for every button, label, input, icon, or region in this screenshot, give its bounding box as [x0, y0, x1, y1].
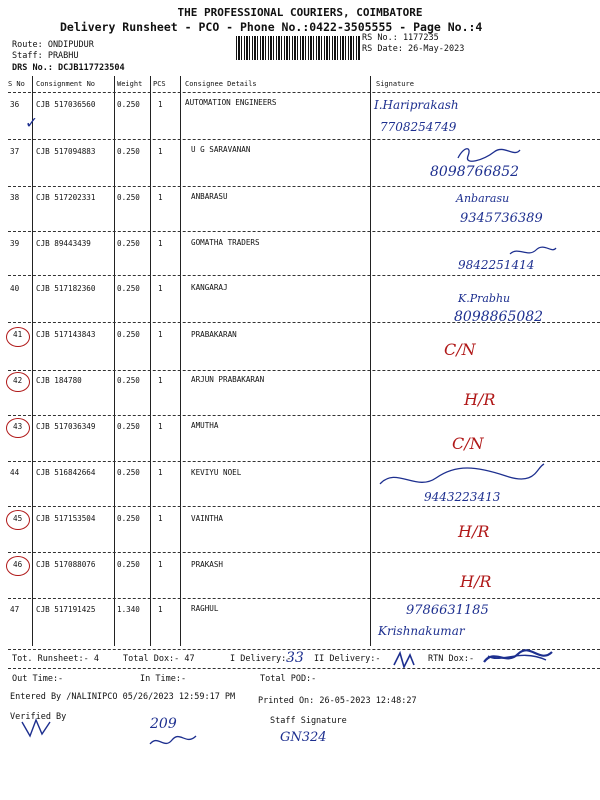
row-sno: 45 [13, 514, 23, 523]
row-consignment: CJB 517088076 [36, 560, 96, 569]
row-signature-number: 9786631185 [406, 603, 489, 618]
staff-signature-label: Staff Signature [270, 716, 347, 726]
rs-date: RS Date: 26-May-2023 [362, 44, 465, 54]
i-delivery-value: 33 [286, 650, 304, 666]
column-divider [180, 76, 181, 646]
total-runsheet: Tot. Runsheet:- 4 [12, 654, 99, 664]
row-pcs: 1 [158, 605, 163, 614]
row-consignee: PRABAKARAN [191, 330, 237, 339]
runsheet-subtitle: Delivery Runsheet - PCO - Phone No.:0422-3505555 - Page No.:4 [60, 20, 483, 34]
row-weight: 0.250 [117, 560, 140, 569]
row-consignee: AMUTHA [191, 421, 219, 430]
row-divider [8, 552, 600, 553]
row-divider [8, 598, 600, 599]
i-delivery-label: I Delivery:- [230, 654, 292, 664]
row-weight: 0.250 [117, 468, 140, 477]
row-weight: 0.250 [117, 330, 140, 339]
row-signature-number: 9443223413 [424, 490, 501, 504]
row-pcs: 1 [158, 100, 163, 109]
row-signature-number: 9842251414 [458, 258, 535, 272]
row-divider [8, 275, 600, 276]
row-divider [8, 231, 600, 232]
row-sno: 38 [10, 193, 20, 202]
row-consignment: CJB 516842664 [36, 468, 96, 477]
column-divider [150, 76, 151, 646]
row-sno: 46 [13, 560, 23, 569]
row-pcs: 1 [158, 468, 163, 477]
row-sno: 43 [13, 422, 23, 431]
circle-mark-icon [6, 372, 30, 392]
staff-handwritten-scribble-icon [148, 732, 198, 750]
column-divider [370, 76, 371, 646]
route-label: Route: ONDIPUDUR [12, 40, 94, 50]
row-signature-name: Anbarasu [456, 192, 510, 205]
row-consignment: CJB 517143843 [36, 330, 96, 339]
row-consignee: PRAKASH [191, 560, 224, 569]
row-pcs: 1 [158, 422, 163, 431]
row-weight: 0.250 [117, 284, 140, 293]
row-consignment: CJB 517191425 [36, 605, 96, 614]
row-pcs: 1 [158, 239, 163, 248]
out-time: Out Time:- [12, 674, 64, 684]
entered-by: Entered By /NALINIPCO 05/26/2023 12:59:17 PM [10, 692, 236, 702]
staff-handwritten-code: GN324 [280, 730, 327, 745]
row-divider [8, 322, 600, 323]
row-status-mark: H/R [458, 522, 490, 541]
row-pcs: 1 [158, 560, 163, 569]
row-weight: 0.250 [117, 376, 140, 385]
column-divider [114, 76, 115, 646]
verify-handwritten-code: 209 [150, 716, 177, 732]
row-consignee: GOMATHA TRADERS [191, 238, 260, 247]
total-dox: Total Dox:- 47 [123, 654, 195, 664]
row-consignment: CJB 517182360 [36, 284, 96, 293]
row-consignee: ANBARASU [191, 192, 228, 201]
row-sno: 44 [10, 468, 20, 477]
row-divider [8, 415, 600, 416]
row-status-mark: H/R [464, 390, 496, 409]
scribble-signature-icon [454, 144, 524, 164]
drs-number: DRS No.: DCJB117723504 [12, 63, 125, 73]
rtn-dox-label: RTN Dox:- [428, 654, 475, 664]
row-signature-name: Krishnakumar [378, 624, 465, 638]
row-divider [8, 186, 600, 187]
row-weight: 0.250 [117, 422, 140, 431]
company-title: THE PROFESSIONAL COURIERS, COIMBATORE [177, 6, 423, 19]
column-divider [32, 76, 33, 646]
in-time: In Time:- [140, 674, 187, 684]
circle-mark-icon [6, 418, 30, 438]
row-sno: 42 [13, 376, 23, 385]
row-weight: 0.250 [117, 239, 140, 248]
row-signature-name: K.Prabhu [458, 292, 511, 305]
scribble-signature-icon [508, 244, 558, 260]
total-pod: Total POD:- [260, 674, 317, 684]
row-divider [8, 139, 600, 140]
barcode-image [236, 36, 360, 60]
header-pcs: PCS [153, 80, 166, 88]
row-signature-number: 8098766852 [430, 164, 520, 180]
row-consignment: CJB 89443439 [36, 239, 91, 248]
rtn-dox-scribble-icon [480, 646, 556, 668]
row-signature-number: 9345736389 [460, 211, 543, 226]
row-sno: 47 [10, 605, 20, 614]
row-status-mark: C/N [444, 340, 476, 359]
row-status-mark: H/R [460, 572, 492, 591]
row-signature-number: 8098865082 [454, 309, 544, 325]
footer-divider [8, 668, 600, 669]
row-divider [8, 370, 600, 371]
printed-on: Printed On: 26-05-2023 12:48:27 [258, 696, 417, 706]
row-signature-number: 7708254749 [380, 120, 457, 134]
row-weight: 0.250 [117, 147, 140, 156]
row-status-mark: C/N [452, 434, 484, 453]
header-divider [8, 92, 600, 93]
row-consignment: CJB 517036349 [36, 422, 96, 431]
verified-signature-icon [20, 716, 54, 740]
header-sno: S No [8, 80, 25, 88]
circle-mark-icon [6, 556, 30, 576]
row-consignee: AUTOMATION ENGINEERS [185, 98, 277, 107]
header-consignee: Consignee Details [185, 80, 257, 88]
rs-number: RS No.: 1177235 [362, 33, 439, 43]
row-pcs: 1 [158, 376, 163, 385]
scribble-ii-delivery-icon [392, 651, 416, 669]
row-consignee: ARJUN PRABAKARAN [191, 375, 265, 384]
verified-by-label: Verified By [10, 712, 67, 722]
row-consignee: VAINTHA [191, 514, 224, 523]
staff-label: Staff: PRABHU [12, 51, 79, 61]
check-mark-icon: ✓ [26, 112, 37, 133]
circle-mark-icon [6, 510, 30, 530]
row-consignment: CJB 517153504 [36, 514, 96, 523]
row-pcs: 1 [158, 514, 163, 523]
row-pcs: 1 [158, 284, 163, 293]
header-weight: Weight [117, 80, 143, 88]
row-divider [8, 506, 600, 507]
row-consignment: CJB 517036560 [36, 100, 96, 109]
row-consignment: CJB 517094883 [36, 147, 96, 156]
row-weight: 0.250 [117, 100, 140, 109]
row-consignee: KEVIYU NOEL [191, 468, 242, 477]
row-weight: 1.340 [117, 605, 140, 614]
row-weight: 0.250 [117, 193, 140, 202]
scribble-signature-icon [376, 462, 546, 498]
row-consignee: RAGHUL [191, 604, 219, 613]
row-sno: 39 [10, 239, 20, 248]
row-pcs: 1 [158, 147, 163, 156]
row-sno: 36 [10, 100, 20, 109]
row-sno: 40 [10, 284, 20, 293]
row-weight: 0.250 [117, 514, 140, 523]
row-consignee: KANGARAJ [191, 283, 228, 292]
row-consignee: U G SARAVANAN [191, 145, 251, 154]
row-consignment: CJB 184780 [36, 376, 82, 385]
row-consignment: CJB 517202331 [36, 193, 96, 202]
header-signature: Signature [376, 80, 414, 88]
row-sno: 37 [10, 147, 20, 156]
ii-delivery-label: II Delivery:- [314, 654, 381, 664]
circle-mark-icon [6, 327, 30, 347]
row-sno: 41 [13, 330, 23, 339]
row-pcs: 1 [158, 193, 163, 202]
header-consignment: Consignment No [36, 80, 96, 88]
row-signature-name: I.Hariprakash [374, 98, 459, 112]
row-pcs: 1 [158, 330, 163, 339]
